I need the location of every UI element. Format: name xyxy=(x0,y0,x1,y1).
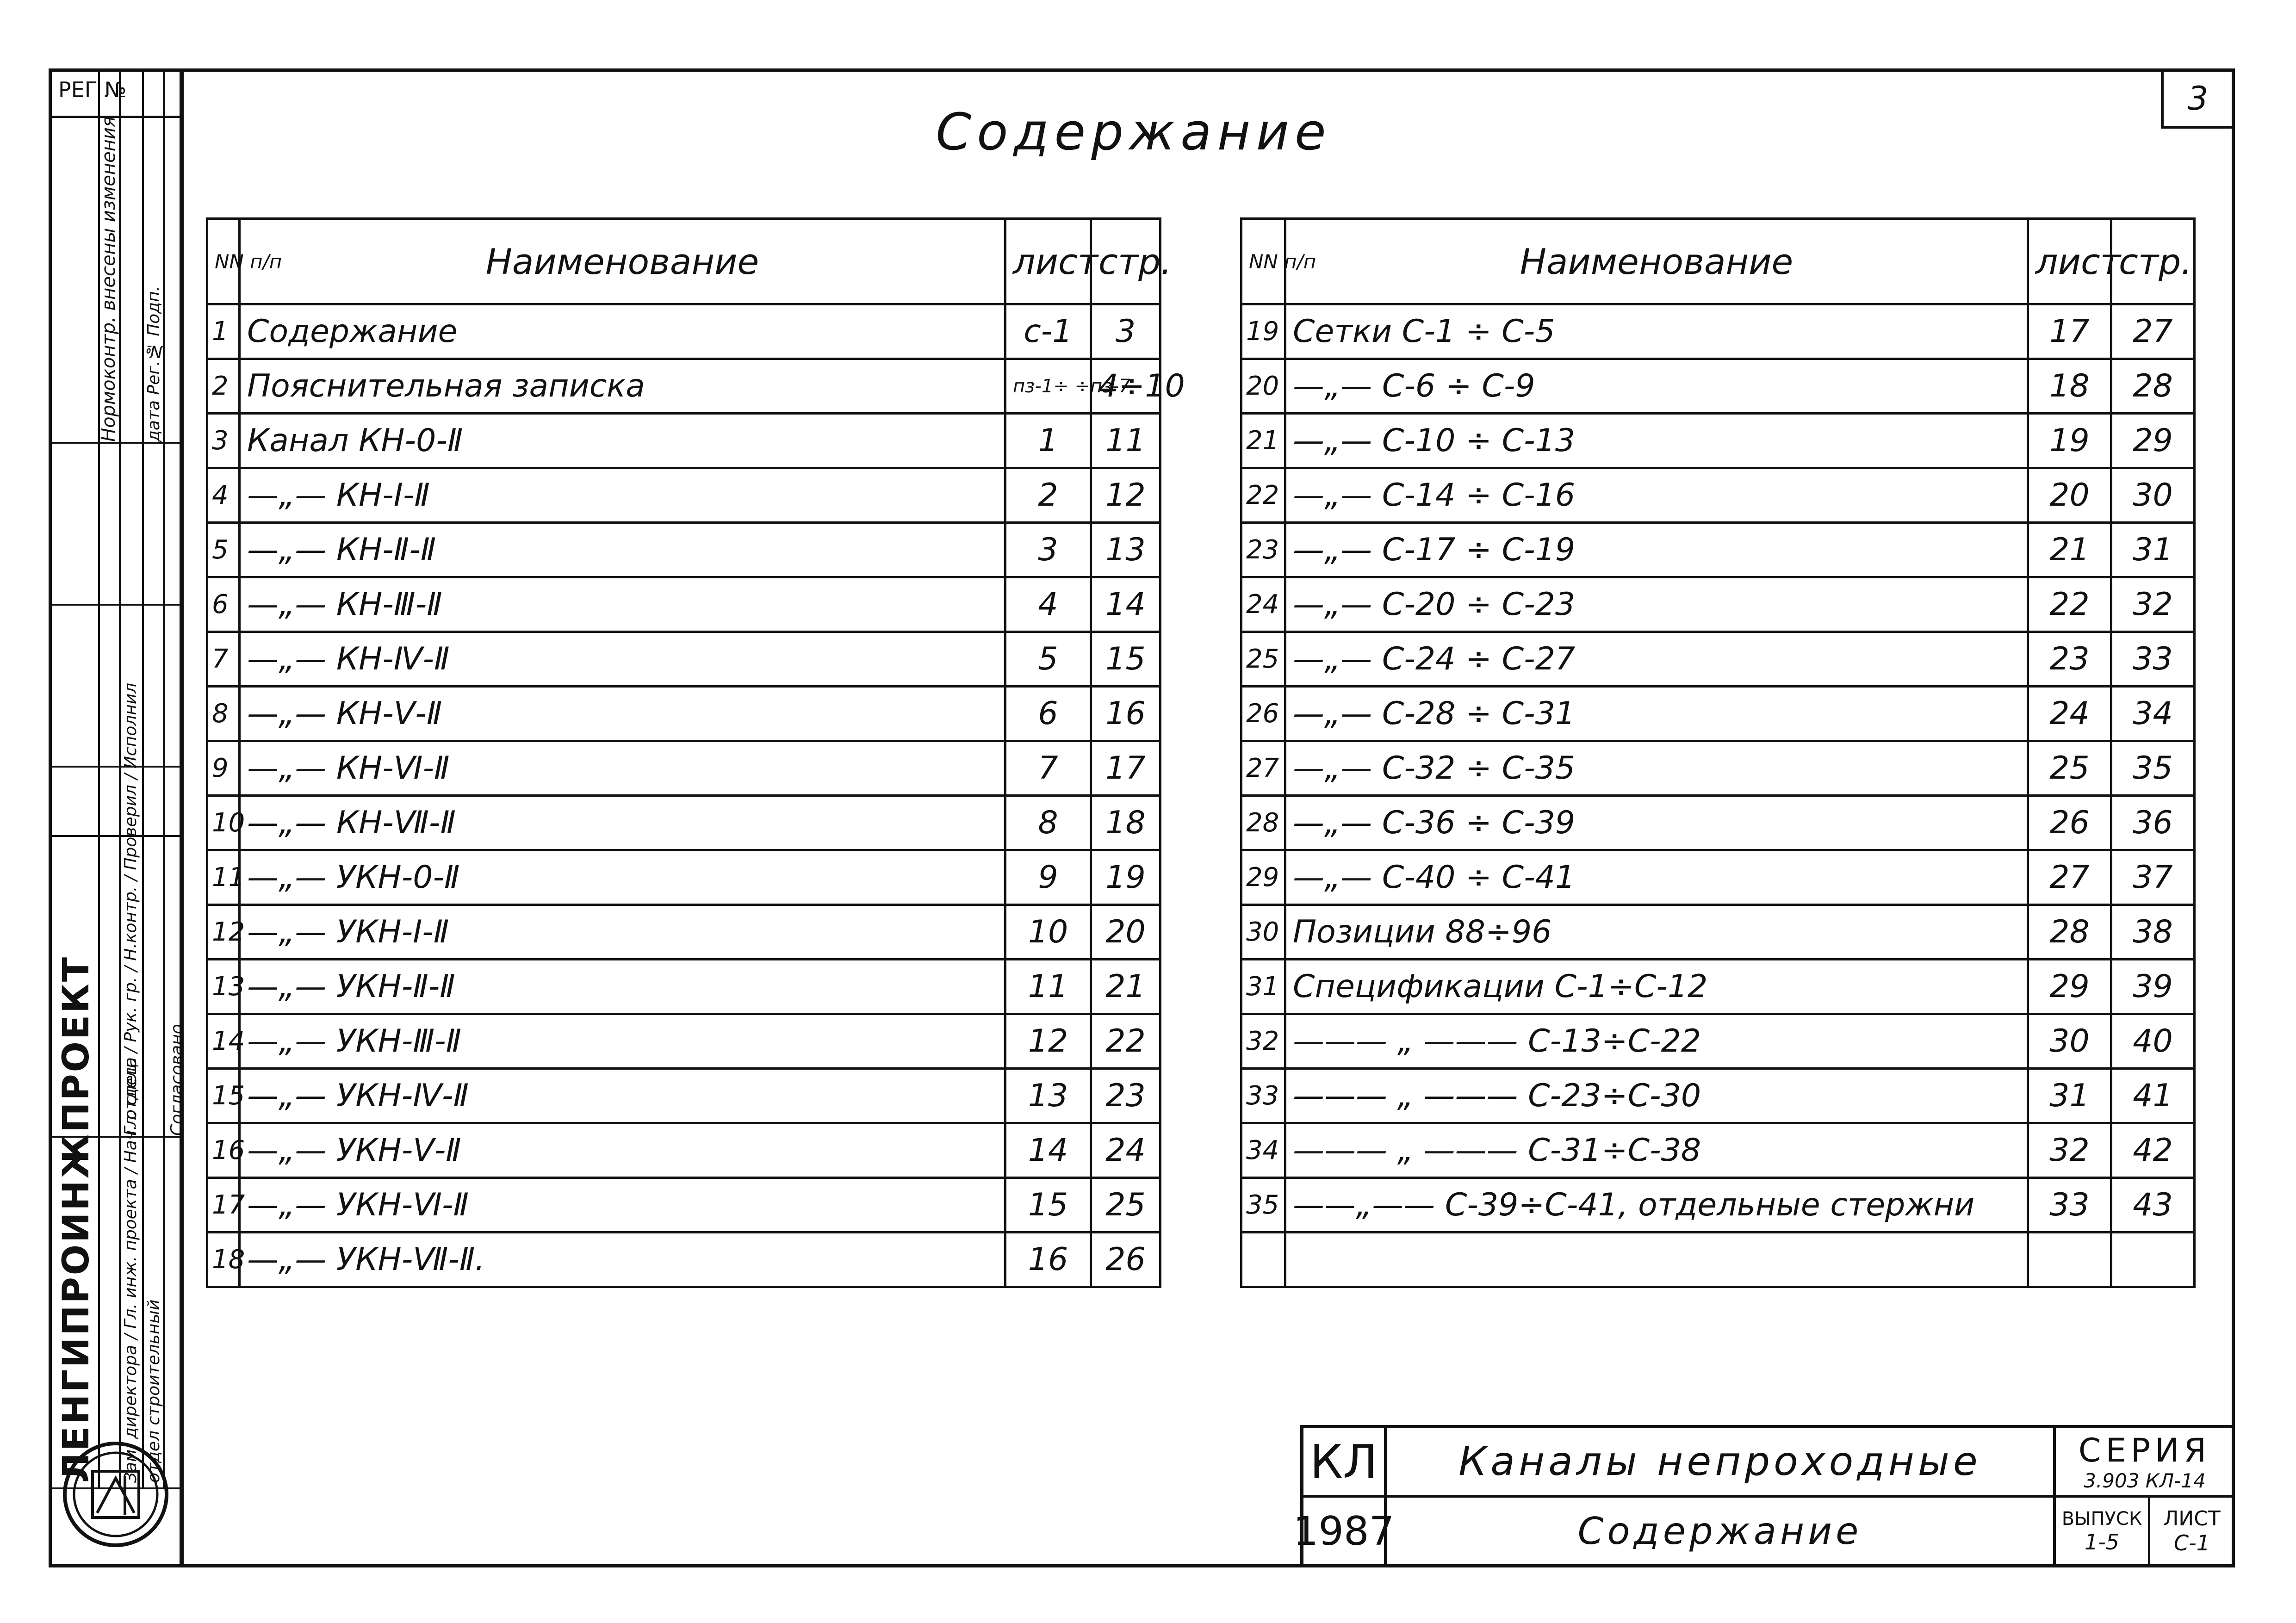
tb-issue-label: ВЫПУСК xyxy=(2061,1508,2142,1530)
row-page: 42 xyxy=(2111,1123,2195,1178)
row-number: 28 xyxy=(1241,796,1285,850)
row-number: 30 xyxy=(1241,905,1285,960)
row-sheet: 30 xyxy=(2028,1014,2111,1069)
row-name: —„— УКН-Ⅲ-Ⅱ xyxy=(240,1014,1005,1069)
organization-logo xyxy=(56,1434,176,1555)
page-title: Содержание xyxy=(936,102,1332,161)
row-sheet: 23 xyxy=(2028,632,2111,687)
row-name: Позиции 88÷96 xyxy=(1285,905,2028,960)
row-sheet xyxy=(2028,1233,2111,1287)
row-page: 41 xyxy=(2111,1069,2195,1123)
row-name: —„— С-10 ÷ С-13 xyxy=(1285,414,2028,468)
table-row xyxy=(207,304,1160,359)
col-header-page: стр. xyxy=(1091,219,1160,304)
row-sheet: 27 xyxy=(2028,850,2111,905)
row-name: —„— УКН-Ⅴ-Ⅱ xyxy=(240,1123,1005,1178)
row-name: ——— „ ——— С-23÷С-30 xyxy=(1285,1069,2028,1123)
table-row xyxy=(1241,1233,2195,1287)
row-sheet: 22 xyxy=(2028,577,2111,632)
tb-year: 1987 xyxy=(1303,1498,1387,1565)
row-name: Содержание xyxy=(240,304,1005,359)
row-page: 38 xyxy=(2111,905,2195,960)
row-name: —„— С-20 ÷ С-23 xyxy=(1285,577,2028,632)
row-name: —„— КН-Ⅴ-Ⅱ xyxy=(240,687,1005,741)
reg-label: РЕГ № xyxy=(52,72,180,118)
table-header-row xyxy=(1241,219,2195,304)
roles-list: Гл. спец. / Рук. гр. / Н.контр. / Проверил / Исполнил xyxy=(121,682,140,1136)
row-page: 31 xyxy=(2111,523,2195,577)
row-name: —„— С-28 ÷ С-31 xyxy=(1285,687,2028,741)
row-number: 10 xyxy=(207,796,240,850)
row-name: —„— УКН-0-Ⅱ xyxy=(240,850,1005,905)
row-page: 11 xyxy=(1091,414,1160,468)
row-number: 32 xyxy=(1241,1014,1285,1069)
table-row xyxy=(1241,359,2195,414)
changes-columns: дата Рег.№ Подп. xyxy=(144,285,163,442)
row-number: 7 xyxy=(207,632,240,687)
row-name: —„— КН-Ⅱ-Ⅱ xyxy=(240,523,1005,577)
table-row xyxy=(207,905,1160,960)
table-row xyxy=(207,850,1160,905)
row-name: Пояснительная записка xyxy=(240,359,1005,414)
row-sheet: 13 xyxy=(1005,1069,1091,1123)
row-number: 35 xyxy=(1241,1178,1285,1233)
row-sheet: 29 xyxy=(2028,960,2111,1014)
row-sheet: 12 xyxy=(1005,1014,1091,1069)
row-sheet: 15 xyxy=(1005,1178,1091,1233)
tb-code: КЛ xyxy=(1303,1428,1387,1498)
row-number: 26 xyxy=(1241,687,1285,741)
tb-series-value: 3.903 КЛ-14 xyxy=(2084,1469,2206,1492)
row-sheet: 28 xyxy=(2028,905,2111,960)
row-number: 16 xyxy=(207,1123,240,1178)
row-number: 33 xyxy=(1241,1069,1285,1123)
table-row xyxy=(1241,687,2195,741)
row-page: 15 xyxy=(1091,632,1160,687)
row-number: 5 xyxy=(207,523,240,577)
row-name: Спецификации С-1÷С-12 xyxy=(1285,960,2028,1014)
row-name: ——— „ ——— С-13÷С-22 xyxy=(1285,1014,2028,1069)
tb-project-name: Каналы непроходные xyxy=(1387,1428,2053,1498)
row-name: —„— С-14 ÷ С-16 xyxy=(1285,468,2028,523)
row-page: 17 xyxy=(1091,741,1160,796)
row-name: —„— С-40 ÷ С-41 xyxy=(1285,850,2028,905)
row-sheet: 14 xyxy=(1005,1123,1091,1178)
page-number: 3 xyxy=(2161,68,2235,129)
row-name: —„— УКН-Ⅵ-Ⅱ xyxy=(240,1178,1005,1233)
row-sheet: 1 xyxy=(1005,414,1091,468)
table-row xyxy=(207,1069,1160,1123)
row-number: 31 xyxy=(1241,960,1285,1014)
row-number: 29 xyxy=(1241,850,1285,905)
row-sheet: 16 xyxy=(1005,1233,1091,1287)
row-page: 30 xyxy=(2111,468,2195,523)
tb-issue-value: 1-5 xyxy=(2084,1529,2120,1555)
row-name: —„— С-24 ÷ С-27 xyxy=(1285,632,2028,687)
table-row xyxy=(1241,414,2195,468)
table-row xyxy=(207,468,1160,523)
row-page: 18 xyxy=(1091,796,1160,850)
row-page: 37 xyxy=(2111,850,2195,905)
changes-header: Нормоконтр. внесены изменения xyxy=(98,116,119,442)
row-sheet: 33 xyxy=(2028,1178,2111,1233)
col-header-sheet: лист xyxy=(2028,219,2111,304)
agreed-label: Согласовано xyxy=(168,1024,186,1136)
row-sheet: 31 xyxy=(2028,1069,2111,1123)
row-sheet: 2 xyxy=(1005,468,1091,523)
row-number: 18 xyxy=(207,1233,240,1287)
row-page: 29 xyxy=(2111,414,2195,468)
row-sheet: 18 xyxy=(2028,359,2111,414)
row-number: 9 xyxy=(207,741,240,796)
table-row xyxy=(1241,523,2195,577)
row-number: 2 xyxy=(207,359,240,414)
row-page: 25 xyxy=(1091,1178,1160,1233)
table-row xyxy=(207,1014,1160,1069)
table-row xyxy=(207,414,1160,468)
col-header-sheet: лист xyxy=(1005,219,1091,304)
row-sheet: 21 xyxy=(2028,523,2111,577)
row-page: 16 xyxy=(1091,687,1160,741)
row-number: 6 xyxy=(207,577,240,632)
row-name: —„— С-36 ÷ С-39 xyxy=(1285,796,2028,850)
row-name: —„— КН-Ⅵ-Ⅱ xyxy=(240,741,1005,796)
row-name: —„— КН-Ⅰ-Ⅱ xyxy=(240,468,1005,523)
row-name: —„— КН-Ⅳ-Ⅱ xyxy=(240,632,1005,687)
col-header-num: NN п/п xyxy=(207,219,240,304)
row-page: 24 xyxy=(1091,1123,1160,1178)
row-sheet: 19 xyxy=(2028,414,2111,468)
row-number: 14 xyxy=(207,1014,240,1069)
col-header-num: NN п/п xyxy=(1241,219,1285,304)
table-row xyxy=(1241,796,2195,850)
tb-series-label: СЕРИЯ xyxy=(2078,1431,2211,1469)
row-name: —„— УКН-Ⅳ-Ⅱ xyxy=(240,1069,1005,1123)
row-page: 20 xyxy=(1091,905,1160,960)
row-sheet: 17 xyxy=(2028,304,2111,359)
row-name: Сетки С-1 ÷ С-5 xyxy=(1285,304,2028,359)
row-page: 43 xyxy=(2111,1178,2195,1233)
table-row xyxy=(1241,304,2195,359)
row-name: —„— УКН-Ⅶ-Ⅱ. xyxy=(240,1233,1005,1287)
table-row xyxy=(207,577,1160,632)
row-name: Канал КН-0-Ⅱ xyxy=(240,414,1005,468)
row-sheet: 24 xyxy=(2028,687,2111,741)
row-page: 39 xyxy=(2111,960,2195,1014)
row-number: 27 xyxy=(1241,741,1285,796)
table-row xyxy=(207,687,1160,741)
table-row xyxy=(1241,960,2195,1014)
row-number: 20 xyxy=(1241,359,1285,414)
row-name: —„— С-6 ÷ С-9 xyxy=(1285,359,2028,414)
row-number: 19 xyxy=(1241,304,1285,359)
contents-table-right xyxy=(1240,217,2196,1288)
table-row xyxy=(1241,577,2195,632)
table-row xyxy=(1241,905,2195,960)
dept-label: отдел строительный xyxy=(144,1299,163,1483)
col-header-page: стр. xyxy=(2111,219,2195,304)
row-sheet: 6 xyxy=(1005,687,1091,741)
row-number: 25 xyxy=(1241,632,1285,687)
row-number: 15 xyxy=(207,1069,240,1123)
table-header-row xyxy=(207,219,1160,304)
row-sheet: 10 xyxy=(1005,905,1091,960)
tb-sheet-label: ЛИСТ xyxy=(2163,1507,2221,1530)
side-stamp-strip xyxy=(49,68,186,1567)
row-sheet: 11 xyxy=(1005,960,1091,1014)
table-row xyxy=(207,796,1160,850)
title-block xyxy=(1293,1425,2235,1567)
table-row xyxy=(207,741,1160,796)
row-name: —„— С-17 ÷ С-19 xyxy=(1285,523,2028,577)
table-row xyxy=(207,359,1160,414)
col-header-name: Наименование xyxy=(240,219,1005,304)
table-row xyxy=(1241,741,2195,796)
row-name: ——„—— С-39÷С-41, отдельные стержни xyxy=(1285,1178,2028,1233)
table-row xyxy=(1241,468,2195,523)
table-row xyxy=(207,632,1160,687)
tb-sheet-name: Содержание xyxy=(1577,1510,1862,1553)
row-name xyxy=(1285,1233,2028,1287)
table-row xyxy=(207,1233,1160,1287)
row-page: 12 xyxy=(1091,468,1160,523)
table-row xyxy=(207,960,1160,1014)
row-sheet: с-1 xyxy=(1005,304,1091,359)
row-page: 13 xyxy=(1091,523,1160,577)
row-page: 34 xyxy=(2111,687,2195,741)
organization-name: ЛЕНГИПРОИНЖПРОЕКТ xyxy=(56,955,97,1483)
table-row xyxy=(207,1178,1160,1233)
row-page: 23 xyxy=(1091,1069,1160,1123)
row-page: 4÷10 xyxy=(1091,359,1160,414)
row-number: 8 xyxy=(207,687,240,741)
table-row xyxy=(1241,1069,2195,1123)
col-header-name: Наименование xyxy=(1285,219,2028,304)
names-list: Зам. директора / Гл. инж. проекта / Нач. отдела xyxy=(121,1057,140,1483)
row-page: 35 xyxy=(2111,741,2195,796)
row-sheet: 20 xyxy=(2028,468,2111,523)
row-sheet: 4 xyxy=(1005,577,1091,632)
table-row xyxy=(1241,1014,2195,1069)
row-sheet: 5 xyxy=(1005,632,1091,687)
table-row xyxy=(1241,850,2195,905)
row-name: ——— „ ——— С-31÷С-38 xyxy=(1285,1123,2028,1178)
row-name: —„— КН-Ⅲ-Ⅱ xyxy=(240,577,1005,632)
row-sheet: 26 xyxy=(2028,796,2111,850)
row-page: 33 xyxy=(2111,632,2195,687)
tb-sheet-value: С-1 xyxy=(2174,1530,2210,1555)
table-row xyxy=(1241,632,2195,687)
row-sheet: пз-1÷ ÷пз-7 xyxy=(1005,359,1091,414)
row-number: 1 xyxy=(207,304,240,359)
row-number: 23 xyxy=(1241,523,1285,577)
row-number: 13 xyxy=(207,960,240,1014)
row-sheet: 7 xyxy=(1005,741,1091,796)
row-number: 34 xyxy=(1241,1123,1285,1178)
row-page: 3 xyxy=(1091,304,1160,359)
row-page: 36 xyxy=(2111,796,2195,850)
row-page: 21 xyxy=(1091,960,1160,1014)
row-number xyxy=(1241,1233,1285,1287)
row-page: 27 xyxy=(2111,304,2195,359)
row-number: 24 xyxy=(1241,577,1285,632)
row-name: —„— КН-Ⅶ-Ⅱ xyxy=(240,796,1005,850)
row-number: 3 xyxy=(207,414,240,468)
row-page: 22 xyxy=(1091,1014,1160,1069)
row-number: 11 xyxy=(207,850,240,905)
row-page: 32 xyxy=(2111,577,2195,632)
row-sheet: 25 xyxy=(2028,741,2111,796)
row-number: 21 xyxy=(1241,414,1285,468)
row-number: 17 xyxy=(207,1178,240,1233)
row-page: 28 xyxy=(2111,359,2195,414)
row-page: 14 xyxy=(1091,577,1160,632)
row-name: —„— УКН-Ⅰ-Ⅱ xyxy=(240,905,1005,960)
row-page: 40 xyxy=(2111,1014,2195,1069)
table-row xyxy=(207,1123,1160,1178)
row-number: 12 xyxy=(207,905,240,960)
row-name: —„— С-32 ÷ С-35 xyxy=(1285,741,2028,796)
table-row xyxy=(207,523,1160,577)
row-sheet: 32 xyxy=(2028,1123,2111,1178)
row-sheet: 3 xyxy=(1005,523,1091,577)
table-row xyxy=(1241,1123,2195,1178)
table-row xyxy=(1241,1178,2195,1233)
row-page: 19 xyxy=(1091,850,1160,905)
row-number: 4 xyxy=(207,468,240,523)
row-sheet: 9 xyxy=(1005,850,1091,905)
row-number: 22 xyxy=(1241,468,1285,523)
row-name: —„— УКН-Ⅱ-Ⅱ xyxy=(240,960,1005,1014)
row-page xyxy=(2111,1233,2195,1287)
row-sheet: 8 xyxy=(1005,796,1091,850)
row-page: 26 xyxy=(1091,1233,1160,1287)
contents-table-left xyxy=(206,217,1185,1288)
